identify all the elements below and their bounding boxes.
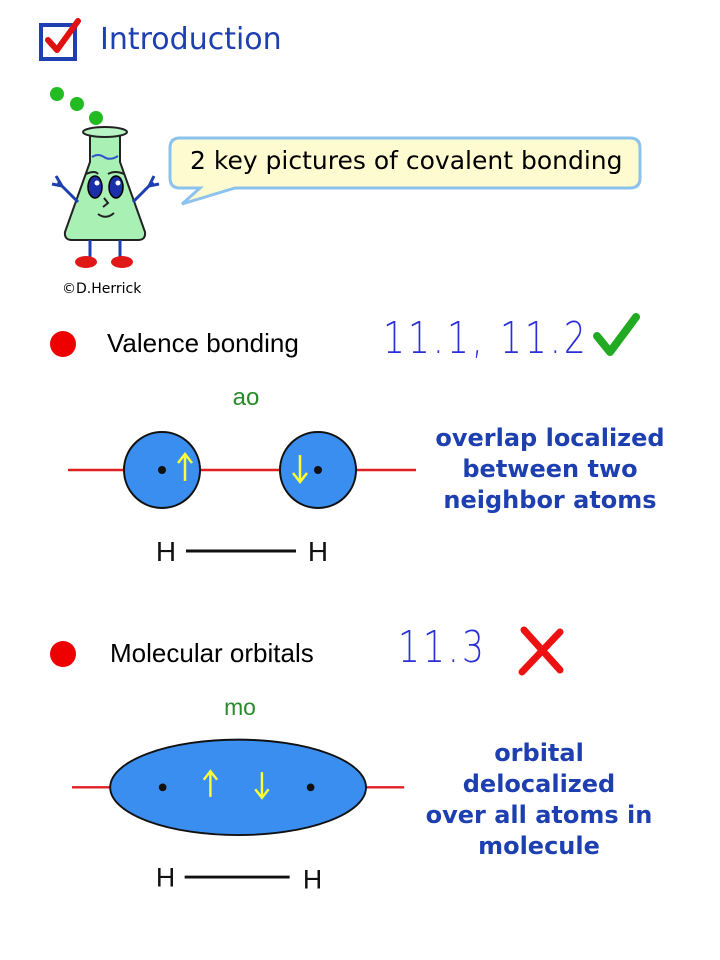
valence-bond-diagram bbox=[60, 375, 420, 585]
checkbox-icon bbox=[38, 18, 82, 62]
orbital-label-mo: mo bbox=[224, 693, 256, 720]
description-valence-bonding bbox=[430, 423, 670, 516]
page-title: Introduction bbox=[100, 22, 282, 57]
speech-bubble-text: 2 key pictures of covalent bonding bbox=[190, 146, 623, 175]
checkmark-icon bbox=[592, 312, 640, 358]
chapter-reference-molecular: 11.3 bbox=[398, 622, 487, 673]
bullet-dot bbox=[50, 641, 76, 667]
description-line: neighbor atoms bbox=[443, 486, 657, 514]
cross-icon bbox=[516, 624, 566, 676]
description-line: over all atoms in bbox=[425, 801, 653, 829]
section-label-valence-bonding: Valence bonding bbox=[107, 328, 299, 358]
molecular-orbital-diagram bbox=[60, 690, 420, 900]
bullet-dot bbox=[50, 331, 76, 357]
chapter-reference-valence: 11.1, 11.2 bbox=[383, 313, 589, 364]
atom-label-h-left: H bbox=[155, 536, 177, 567]
description-line: overlap localized bbox=[435, 424, 665, 452]
flask-mascot-icon bbox=[40, 82, 165, 277]
atom-label-h-right: H bbox=[302, 864, 323, 895]
mascot-credit: ©D.Herrick bbox=[62, 281, 142, 297]
section-label-molecular-orbitals: Molecular orbitals bbox=[110, 638, 314, 668]
description-line: orbital delocalized bbox=[462, 739, 616, 798]
atom-label-h-left: H bbox=[155, 862, 176, 893]
description-molecular-orbitals bbox=[414, 738, 664, 862]
orbital-label-ao: ao bbox=[232, 384, 260, 411]
description-line: molecule bbox=[478, 832, 600, 860]
description-line: between two bbox=[462, 455, 638, 483]
atom-label-h-right: H bbox=[307, 536, 329, 567]
